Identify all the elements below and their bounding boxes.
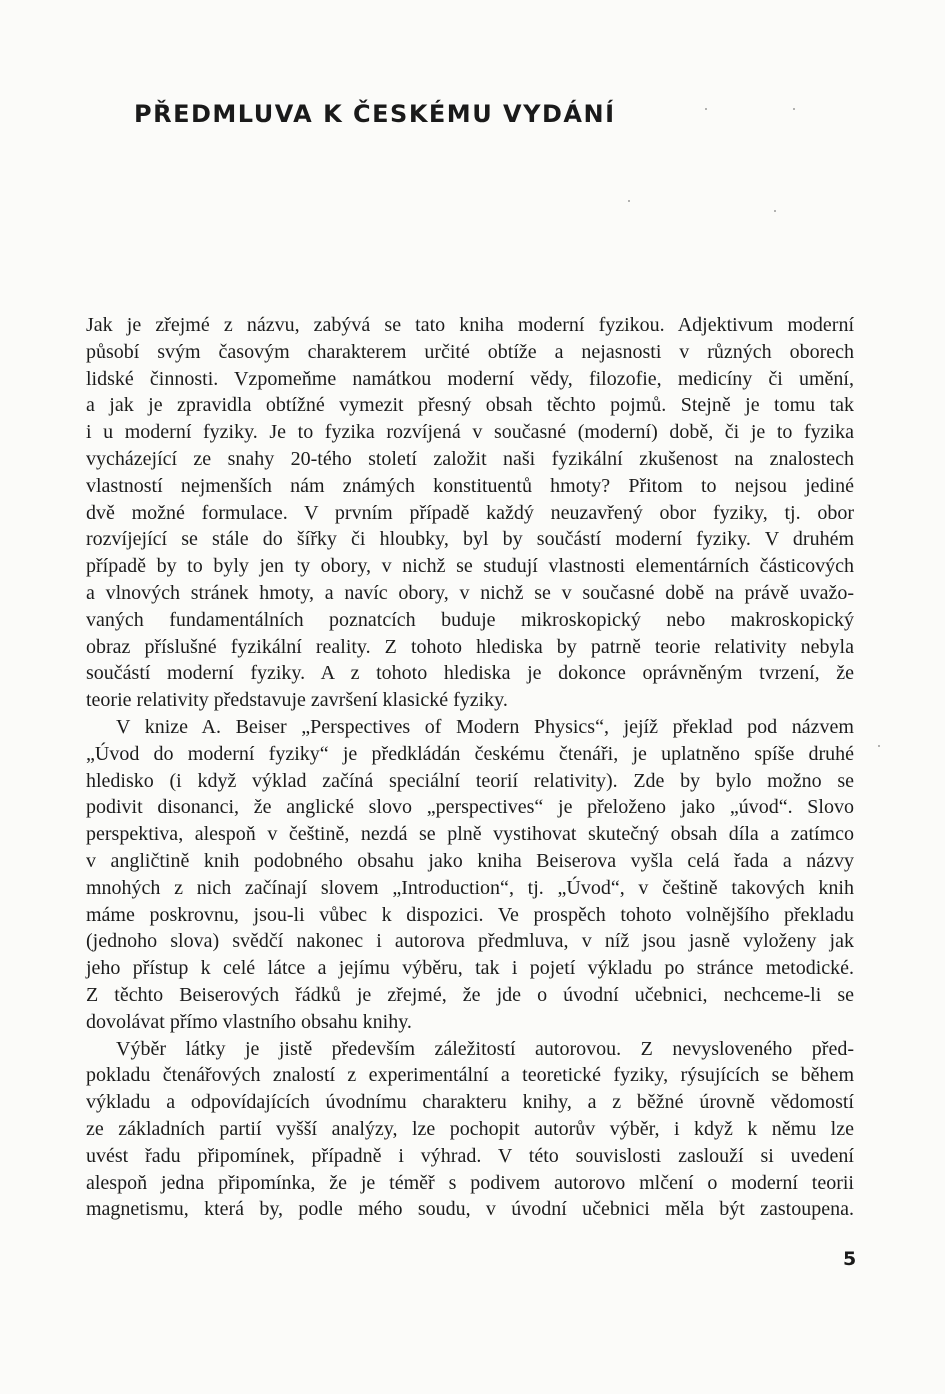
text-line: Výběr látky je jistě především záležitostí autorovou. Z nevysloveného před-	[116, 1037, 854, 1060]
text-line: alespoň jedna připomínka, že je téměř s podivem autorovo mlčení o moderní teorii	[86, 1171, 854, 1194]
text-line: v angličtině knih podobného obsahu jako kniha Beiserova vyšla celá řada a názvy	[86, 849, 854, 872]
paragraph-2	[86, 714, 854, 1036]
text-line: působí svým časovým charakterem určité obtíže a nejasnosti v různých oborech	[86, 340, 854, 363]
text-line: máme poskrovnu, jsou-li vůbec k dispozici. Ve prospěch tohoto volnějšího překladu	[86, 903, 854, 926]
text-line: V knize A. Beiser „Perspectives of Modern Physics“, jejíž překlad pod názvem	[116, 715, 854, 738]
text-line: a jak je zpravidla obtížné vymezit přesný obsah těchto pojmů. Stejně je tomu tak	[86, 394, 854, 417]
text-line: případě by to byly jen ty obory, v nichž se studují vlastnosti elementárních částicových	[86, 555, 854, 578]
text-line: (jednoho slova) svědčí nakonec i autorova předmluva, v níž jsou jasně vyloženy jak	[86, 930, 854, 953]
text-line: dovolávat přímo vlastního obsahu knihy.	[86, 1010, 412, 1033]
text-line: Z těchto Beiserových řádků je zřejmé, že jde o úvodní učebnici, nechceme-li se	[86, 983, 854, 1006]
text-line: teorie relativity představuje završení klasické fyziky.	[86, 689, 508, 712]
text-line: výkladu a odpovídajících úvodnímu charakteru knihy, a z běžné úrovně vědomostí	[86, 1091, 854, 1114]
text-line: hledisko (i když výklad začíná speciální teorií relativity). Zde by bylo možno se	[86, 769, 854, 792]
page-title: PŘEDMLUVA K ČESKÉMU VYDÁNÍ	[134, 100, 616, 128]
text-line: pokladu čtenářových znalostí z experimentální a teoretické fyziky, rýsujících se během	[86, 1064, 854, 1087]
body-text	[86, 312, 854, 1223]
text-line: jeho přístup k celé látce a jejímu výběru, tak i pojetí výkladu po stránce metodické.	[86, 957, 854, 980]
text-line: ze základních partií vyšší analýzy, lze pochopit autorův výběr, i když k němu lze	[86, 1117, 854, 1140]
text-line: uvést řadu připomínek, případně i výhrad. V této souvislosti zaslouží si uvedení	[86, 1144, 854, 1167]
text-line: dvě možné formulace. V prvním případě každý neuzavřený obor fyziky, tj. obor	[86, 501, 854, 524]
text-line: vaných fundamentálních poznatcích buduje mikroskopický nebo makroskopický	[86, 608, 854, 631]
text-line: mnohých z nich začínají slovem „Introduction“, tj. „Úvod“, v češtině takových knih	[86, 876, 854, 899]
text-line: i u moderní fyziky. Je to fyzika rozvíjená v současné (moderní) době, či je to fyzika	[86, 421, 854, 444]
text-line: rozvíjející se stále do šířky či hloubky, byl by součástí moderní fyziky. V druhém	[86, 528, 854, 551]
page-number: 5	[843, 1248, 857, 1270]
text-line: podivit disonanci, že anglické slovo „perspectives“ je přeloženo jako „úvod“. Slovo	[86, 796, 854, 819]
paragraph-1	[86, 312, 854, 714]
text-line: součástí moderní fyziky. A z tohoto hlediska je dokonce oprávněným tvrzení, že	[86, 662, 854, 685]
text-line: obraz příslušné fyzikální reality. Z tohoto hlediska by patrně teorie relativity nebyla	[86, 635, 854, 658]
text-line: vycházející ze snahy 20-tého století založit naši fyzikální zkušenost na znalostech	[86, 447, 854, 470]
text-line: „Úvod do moderní fyziky“ je předkládán českému čtenáři, je uplatněno spíše druhé	[86, 742, 854, 765]
paragraph-3	[86, 1036, 854, 1224]
text-line: Jak je zřejmé z názvu, zabývá se tato kniha moderní fyzikou. Adjektivum moderní	[86, 314, 854, 336]
text-line: a vlnových stránek hmoty, a navíc obory, v nichž se v současné době na právě uvažo-	[86, 581, 854, 604]
text-line: vlastností nejmenších nám známých konstituentů hmoty? Přitom to nejsou jediné	[86, 474, 854, 497]
text-line: lidské činnosti. Vzpomeňme namátkou moderní vědy, filozofie, medicíny či umění,	[86, 367, 854, 390]
text-line: perspektiva, alespoň v češtině, nezdá se plně vystihovat skutečný obsah díla a zatímco	[86, 823, 854, 846]
text-line: magnetismu, která by, podle mého soudu, v úvodní učebnici měla být zastoupena.	[86, 1198, 854, 1221]
